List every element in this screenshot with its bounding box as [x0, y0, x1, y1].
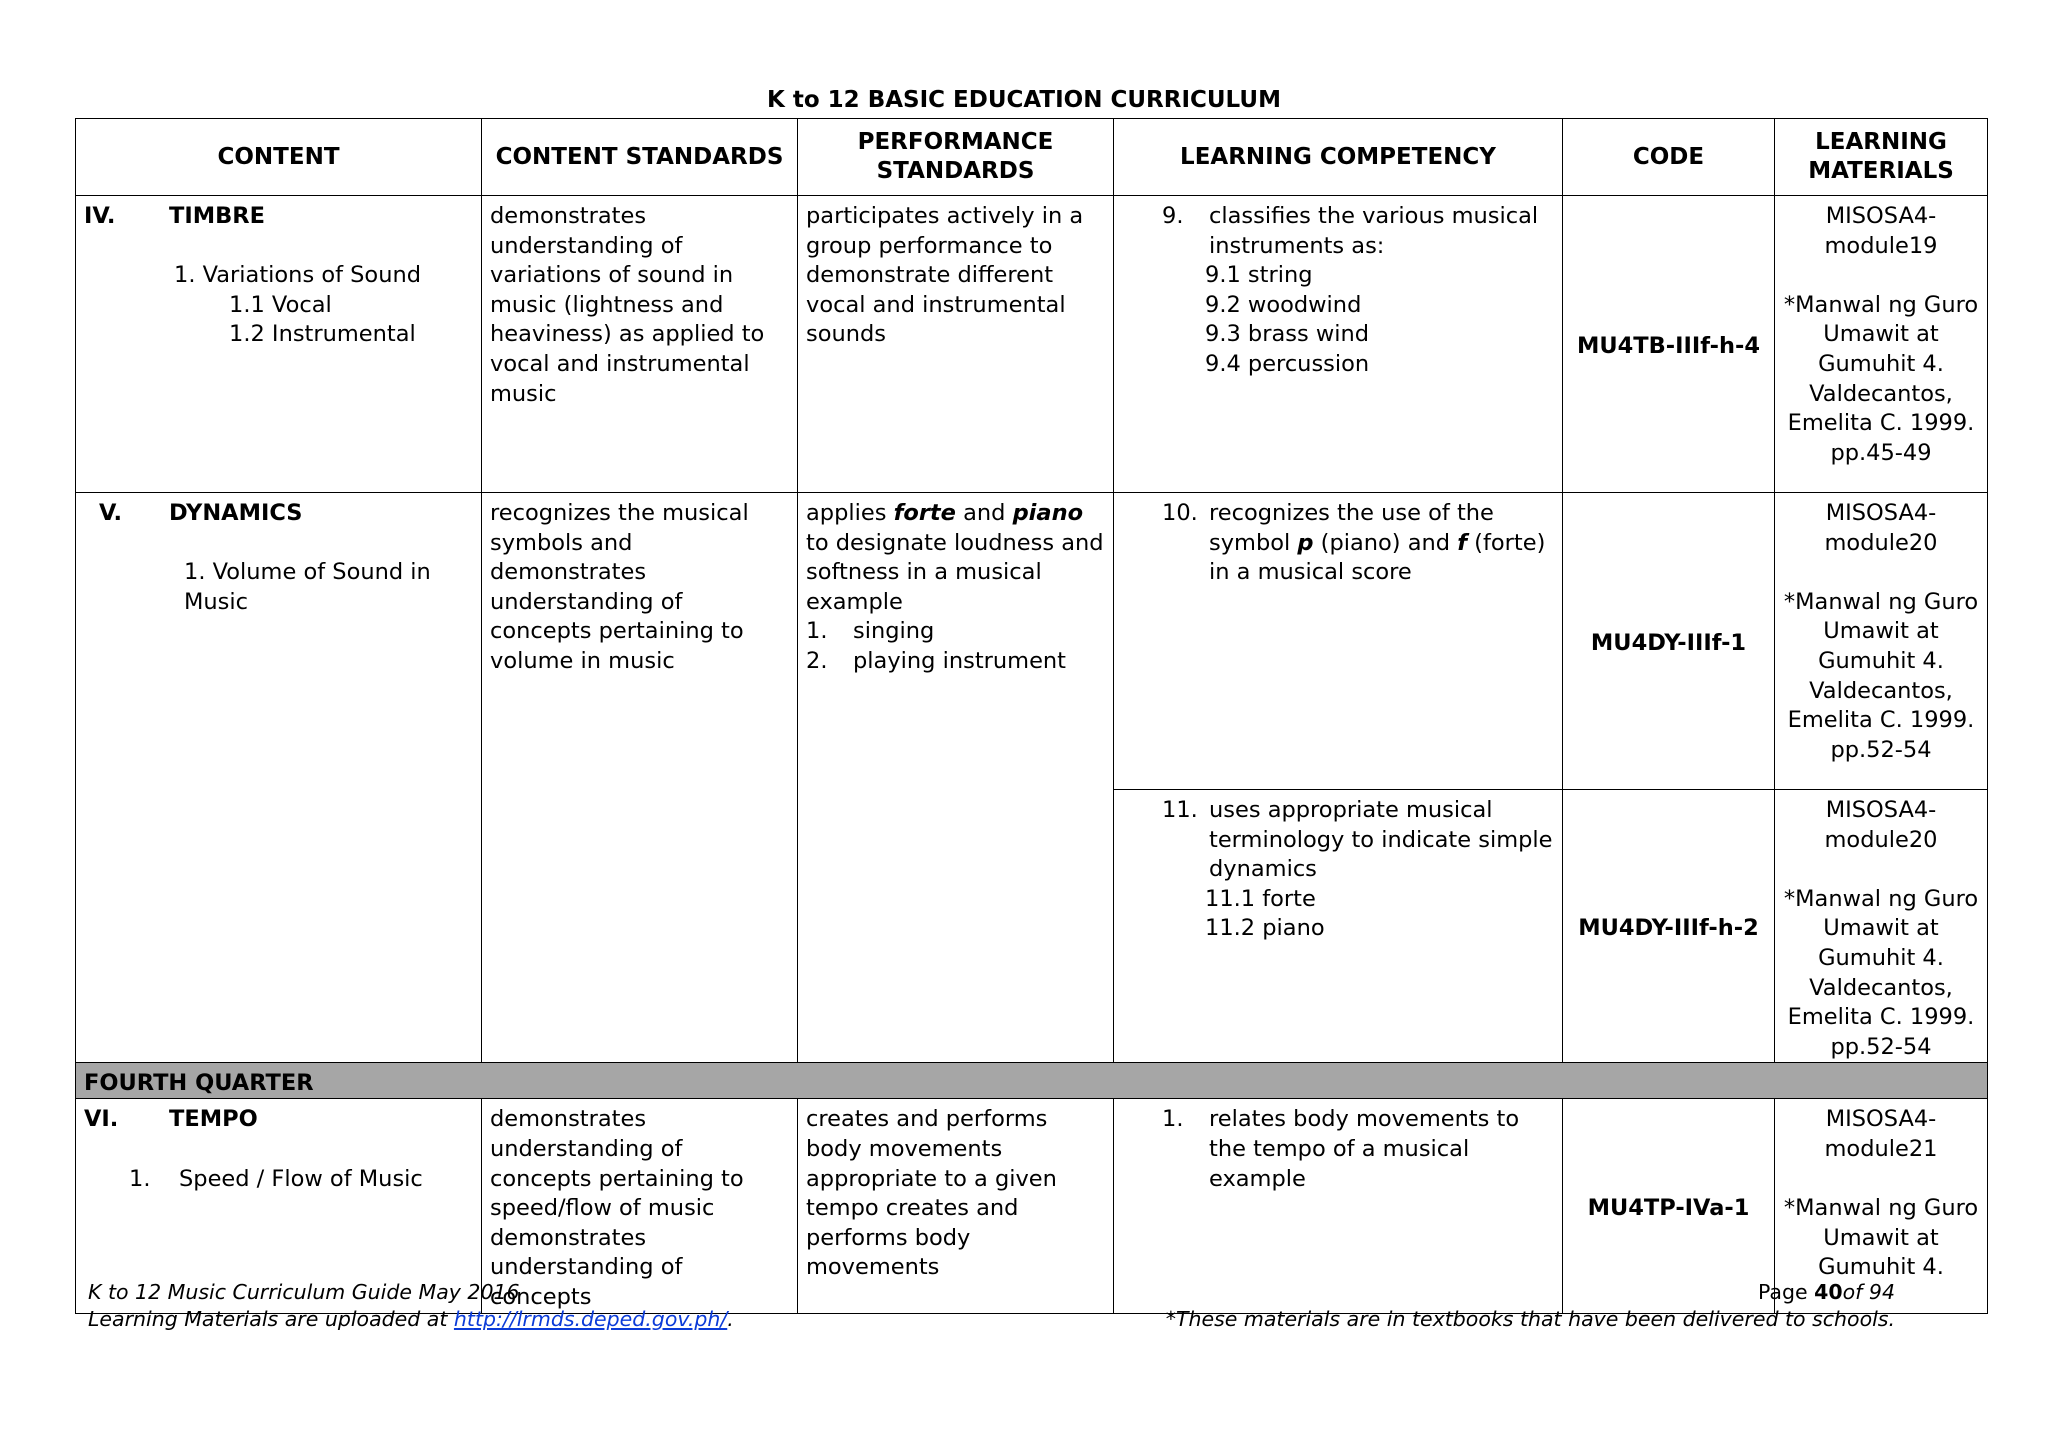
section-title: TIMBRE	[169, 203, 265, 229]
footer-note: *These materials are in textbooks that have been delivered to schools.	[1165, 1307, 1895, 1331]
header-row	[76, 119, 1988, 196]
competency-text: recognizes the use of the symbol	[1209, 500, 1494, 556]
list-number: 1.	[129, 1165, 151, 1192]
list-number: 1.	[806, 618, 828, 645]
footer-guide-label: K to 12 Music Curriculum Guide May 2016	[88, 1280, 520, 1304]
header-performance-standards: PERFORMANCE STANDARDS	[798, 119, 1114, 196]
table-row-dynamics	[76, 493, 1988, 790]
list-item: playing instrument	[853, 647, 1066, 674]
competency-item: 9.3 brass wind	[1205, 321, 1370, 348]
content-standards-cell: demonstrates understanding of concepts pertaining to speed/flow of music demonstrates understanding of concepts	[482, 1099, 798, 1313]
competency-item: 11.1 forte	[1205, 885, 1316, 912]
competency-number: 11.	[1162, 797, 1198, 823]
material-module: MISOSA4-module21	[1824, 1106, 1938, 1162]
section-number: V.	[99, 500, 123, 526]
code-cell: MU4DY-IIIf-1	[1563, 493, 1775, 790]
piano-symbol: p	[1297, 529, 1314, 556]
header-content: CONTENT	[76, 119, 482, 196]
page-total: of 94	[1842, 1280, 1895, 1304]
competency-text: (piano) and	[1313, 529, 1458, 556]
material-reference: *Manwal ng Guro Umawit at Gumuhit 4. Valdecantos, Emelita C. 1999. pp.52-54	[1783, 588, 1979, 763]
subtopic-item: 1.2 Instrumental	[229, 321, 416, 348]
competency-text: (forte) in a musical score	[1209, 529, 1546, 586]
material-reference: *Manwal ng Guro Umawit at Gumuhit 4. Valdecantos, Emelita C. 1999. pp.52-54	[1783, 885, 1979, 1060]
competency-item: 11.2 piano	[1205, 915, 1325, 942]
competency-item: 9.2 woodwind	[1205, 291, 1362, 318]
subtopic: 1. Variations of Sound	[174, 262, 422, 289]
content-standards-cell: recognizes the musical symbols and demonstrates understanding of concepts pertaining to volume in music	[482, 493, 798, 1063]
page-number: 40	[1814, 1280, 1843, 1304]
piano-term: piano	[1012, 500, 1084, 526]
list-item: singing	[853, 618, 935, 645]
material-module: MISOSA4-module19	[1824, 203, 1938, 259]
learning-materials-cell	[1775, 790, 1988, 1063]
perf-text: to designate loudness and softness in a musical example	[806, 529, 1104, 615]
learning-materials-cell	[1775, 493, 1988, 790]
subtopic: Speed / Flow of Music	[179, 1165, 423, 1192]
competency-text: relates body movements to the tempo of a musical example	[1209, 1106, 1520, 1192]
subtopic-item: 1.1 Vocal	[229, 291, 332, 318]
header-learning-materials: LEARNING MATERIALS	[1775, 119, 1988, 196]
header-content-standards: CONTENT STANDARDS	[482, 119, 798, 196]
table-row-timbre	[76, 196, 1988, 493]
material-module: MISOSA4-module20	[1824, 797, 1938, 853]
section-number: IV.	[84, 203, 116, 229]
learning-competency-cell	[1114, 493, 1563, 790]
header-code: CODE	[1563, 119, 1775, 196]
competency-number: 1.	[1162, 1106, 1184, 1133]
page-indicator	[1166, 1279, 1895, 1306]
lrmds-link[interactable]: http://lrmds.deped.gov.ph/	[453, 1307, 728, 1331]
list-number: 2.	[806, 647, 828, 674]
material-reference: *Manwal ng Guro Umawit at Gumuhit 4. Valdecantos, Emelita C. 1999. pp.45-49	[1783, 291, 1979, 466]
learning-competency-cell	[1114, 196, 1563, 493]
competency-number: 9.	[1162, 203, 1184, 229]
competency-text: uses appropriate musical terminology to indicate simple dynamics	[1209, 797, 1553, 883]
document-title: K to 12 BASIC EDUCATION CURRICULUM	[767, 87, 1281, 113]
content-cell	[76, 493, 482, 1063]
learning-competency-cell	[1114, 790, 1563, 1063]
curriculum-table	[75, 118, 1988, 1314]
competency-number: 10.	[1162, 500, 1198, 526]
competency-text: classifies the various musical instruments as:	[1209, 203, 1539, 259]
content-standards-cell: demonstrates understanding of variations of sound in music (lightness and heaviness) as applied to vocal and instrumental music	[482, 196, 798, 493]
header-learning-competency: LEARNING COMPETENCY	[1114, 119, 1563, 196]
section-title: TEMPO	[169, 1106, 258, 1133]
perf-text: applies	[806, 500, 894, 526]
learning-materials-cell	[1775, 196, 1988, 493]
footer-left	[88, 1279, 734, 1333]
code-cell: MU4DY-IIIf-h-2	[1563, 790, 1775, 1063]
quarter-label: FOURTH QUARTER	[76, 1063, 1988, 1099]
page-label: Page	[1757, 1280, 1815, 1304]
forte-term: forte	[893, 500, 956, 526]
footer-materials-text: Learning Materials are uploaded at	[88, 1307, 454, 1331]
perf-text: and	[955, 500, 1013, 526]
competency-item: 9.1 string	[1205, 262, 1313, 289]
performance-standards-cell: creates and performs body movements appropriate to a given tempo creates and performs body movements	[798, 1099, 1114, 1313]
footer-right	[1166, 1279, 1895, 1333]
quarter-row	[76, 1063, 1988, 1099]
subtopic: 1. Volume of Sound in Music	[184, 559, 431, 615]
material-module: MISOSA4-module20	[1824, 500, 1938, 556]
competency-item: 9.4 percussion	[1205, 350, 1370, 377]
material-reference: *Manwal ng Guro Umawit at Gumuhit 4.	[1783, 1195, 1979, 1281]
forte-symbol: f	[1457, 529, 1468, 556]
section-number: VI.	[84, 1106, 119, 1133]
content-cell	[76, 196, 482, 493]
section-title: DYNAMICS	[169, 500, 303, 526]
code-cell: MU4TP-IVa-1	[1563, 1099, 1775, 1313]
footer-period: .	[727, 1307, 734, 1331]
performance-standards-cell: participates actively in a group performance to demonstrate different vocal and instrumental sounds	[798, 196, 1114, 493]
performance-standards-cell	[798, 493, 1114, 1063]
code-cell: MU4TB-IIIf-h-4	[1563, 196, 1775, 493]
